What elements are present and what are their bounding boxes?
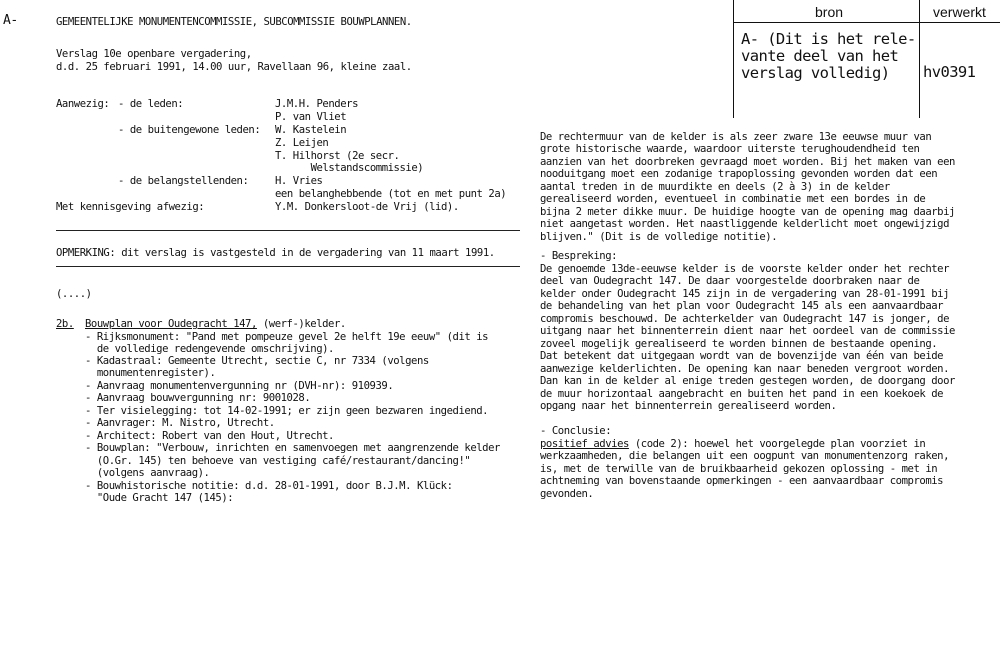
archive-stamp bbox=[733, 0, 1000, 120]
stamp-processed-code: hv0391 bbox=[923, 63, 976, 81]
discussion-line: uitgang naar het binnenterrein dient naar het oordeel van de commissie bbox=[540, 325, 955, 337]
extra-members-label: - de buitengewone leden: bbox=[118, 124, 261, 136]
item-line: - Bouwhistorische notitie: d.d. 28-01-1991, door B.J.M. Klück: bbox=[85, 480, 453, 492]
item-line: - Aanvrager: M. Nistro, Utrecht. bbox=[85, 417, 275, 429]
item-number: 2b. bbox=[56, 318, 74, 330]
discussion-line: deel van Oudegracht 147. De daar voorgestelde doorbraken naar de bbox=[540, 275, 920, 287]
conclusion-line: werkzaamheden, die belangen uit een oogpunt van monumentenzorg raken, bbox=[540, 450, 950, 462]
discussion-line: de muur horizontaal aangebracht en buiten het pand in een koekoek de bbox=[540, 388, 944, 400]
notes-line: aantal treden in de muurdikte en deels (2 à 3) in de kelder bbox=[540, 181, 890, 193]
item-line: - Aanvraag bouwvergunning nr: 9001028. bbox=[85, 392, 311, 404]
absent-name: Y.M. Donkersloot-de Vrij (lid). bbox=[275, 201, 459, 213]
discussion-line: kelder onder Oudegracht 145 zijn in de vergadering van 28-01-1991 bij bbox=[540, 288, 950, 300]
notes-line: grote historische waarde, waardoor uiterste terughoudendheid ten bbox=[540, 143, 920, 155]
extra-member-name: T. Hilhorst (2e secr. bbox=[275, 150, 400, 162]
advice-verdict: positief advies bbox=[540, 438, 629, 450]
document-marker: A- bbox=[3, 13, 18, 28]
notes-line: blijven." (Dit is de volledige notitie). bbox=[540, 231, 778, 243]
discussion-line: opgang naar het binnenterrein gerealiseerd worden. bbox=[540, 400, 837, 412]
advice-rest: (code 2): hoewel het voorgelegde plan voorziet in bbox=[628, 438, 926, 450]
item-line: - Kadastraal: Gemeente Utrecht, sectie C, nr 7334 (volgens bbox=[85, 355, 429, 367]
ellipsis: (....) bbox=[56, 288, 92, 300]
item-line: - Ter visielegging: tot 14-02-1991; er zijn geen bezwaren ingediend. bbox=[85, 405, 489, 417]
discussion-line: de behandeling van het plan voor Oudegracht 145 als een aanvaardbaar bbox=[540, 300, 944, 312]
discussion-line: Dat betekent dat uitgegaan wordt van de bovenzijde van één van beide bbox=[540, 350, 944, 362]
stakeholders-label: - de belangstellenden: bbox=[118, 175, 249, 187]
notes-line: aanzien van het doorbreken gevraagd moet worden. Bij het maken van een bbox=[540, 156, 955, 168]
discussion-line: aanwezige kelderlichten. De opening kan naar beneden vergroot worden. bbox=[540, 363, 950, 375]
stamp-header-bron: bron bbox=[815, 4, 844, 20]
member-name: J.M.H. Penders bbox=[275, 98, 358, 110]
divider bbox=[56, 230, 520, 231]
present-label: Aanwezig: bbox=[56, 98, 110, 110]
extra-member-name: Z. Leijen bbox=[275, 137, 329, 149]
extra-member-name: Welstandscommissie) bbox=[275, 162, 424, 174]
item-line: - Architect: Robert van den Hout, Utrecht. bbox=[85, 430, 334, 442]
item-line: monumentenregister). bbox=[85, 367, 216, 379]
item-line: - Bouwplan: "Verbouw, inrichten en samenvoegen met aangrenzende kelder bbox=[85, 442, 500, 454]
divider bbox=[56, 266, 520, 267]
item-title-underlined: Bouwplan voor Oudegracht 147, bbox=[85, 318, 257, 330]
conclusion-line: achtneming van bovenstaande opmerkingen - een aanvaardbaar compromis bbox=[540, 475, 944, 487]
discussion-line: zoveel mogelijk gerealiseerd te worden binnen de bestaande opening. bbox=[540, 338, 938, 350]
document-title: GEMEENTELIJKE MONUMENTENCOMMISSIE, SUBCOMMISSIE BOUWPLANNEN. bbox=[56, 16, 412, 28]
discussion-label: - Bespreking: bbox=[540, 250, 618, 262]
meeting-line-1: Verslag 10e openbare vergadering, bbox=[56, 48, 252, 60]
stamp-header-verwerkt: verwerkt bbox=[933, 4, 986, 20]
extra-member-name: W. Kastelein bbox=[275, 124, 347, 136]
conclusion-label: - Conclusie: bbox=[540, 425, 612, 437]
conclusion-first-line bbox=[540, 438, 925, 451]
notes-line: gerealiseerd worden, eventueel in combinatie met een bordes in de bbox=[540, 193, 926, 205]
stamp-note-line-2: vante deel van het bbox=[741, 47, 899, 65]
stamp-note-line-3: verslag volledig) bbox=[741, 64, 890, 82]
item-line: (volgens aanvraag). bbox=[85, 467, 210, 479]
item-title bbox=[85, 318, 346, 331]
absent-label: Met kennisgeving afwezig: bbox=[56, 201, 205, 213]
discussion-line: Dan kan in de kelder al enige treden gestegen worden, de doorgang door bbox=[540, 375, 955, 387]
meeting-line-2: d.d. 25 februari 1991, 14.00 uur, Ravellaan 96, kleine zaal. bbox=[56, 61, 412, 73]
item-line: de volledige redengevende omschrijving). bbox=[85, 343, 334, 355]
conclusion-line: gevonden. bbox=[540, 488, 594, 500]
item-title-rest: (werf-)kelder. bbox=[256, 318, 346, 330]
notes-line: De rechtermuur van de kelder is als zeer zware 13e eeuwse muur van bbox=[540, 131, 932, 143]
approval-remark: OPMERKING: dit verslag is vastgesteld in de vergadering van 11 maart 1991. bbox=[56, 247, 495, 259]
item-line: "Oude Gracht 147 (145): bbox=[85, 492, 234, 504]
notes-line: niet aangetast worden. Het naastliggende kelderlicht moet ongewijzigd bbox=[540, 218, 950, 230]
members-label: - de leden: bbox=[118, 98, 184, 110]
item-line: - Rijksmonument: "Pand met pompeuze gevel 2e helft 19e eeuw" (dit is bbox=[85, 331, 489, 343]
member-name: P. van Vliet bbox=[275, 111, 347, 123]
item-line: - Aanvraag monumentenvergunning nr (DVH-nr): 910939. bbox=[85, 380, 394, 392]
stakeholder-name: H. Vries bbox=[275, 175, 323, 187]
discussion-line: compromis beschouwd. De achterkelder van Oudegracht 147 is jonger, de bbox=[540, 313, 950, 325]
item-line: (O.Gr. 145) ten behoeve van vestiging café/restaurant/dancing!" bbox=[85, 455, 471, 467]
stakeholder-name: een belanghebbende (tot en met punt 2a) bbox=[275, 188, 507, 200]
stamp-note-line-1: A- (Dit is het rele- bbox=[741, 30, 916, 48]
notes-line: bijna 2 meter dikke muur. De huidige hoogte van de opening mag daarbij bbox=[540, 206, 955, 218]
discussion-line: De genoemde 13de-eeuwse kelder is de voorste kelder onder het rechter bbox=[540, 263, 950, 275]
notes-line: nooduitgang moet een zodanige trapoplossing gevonden worden dat een bbox=[540, 168, 938, 180]
conclusion-line: is, met de terwille van de bruikbaarheid gekozen oplossing - met in bbox=[540, 463, 938, 475]
